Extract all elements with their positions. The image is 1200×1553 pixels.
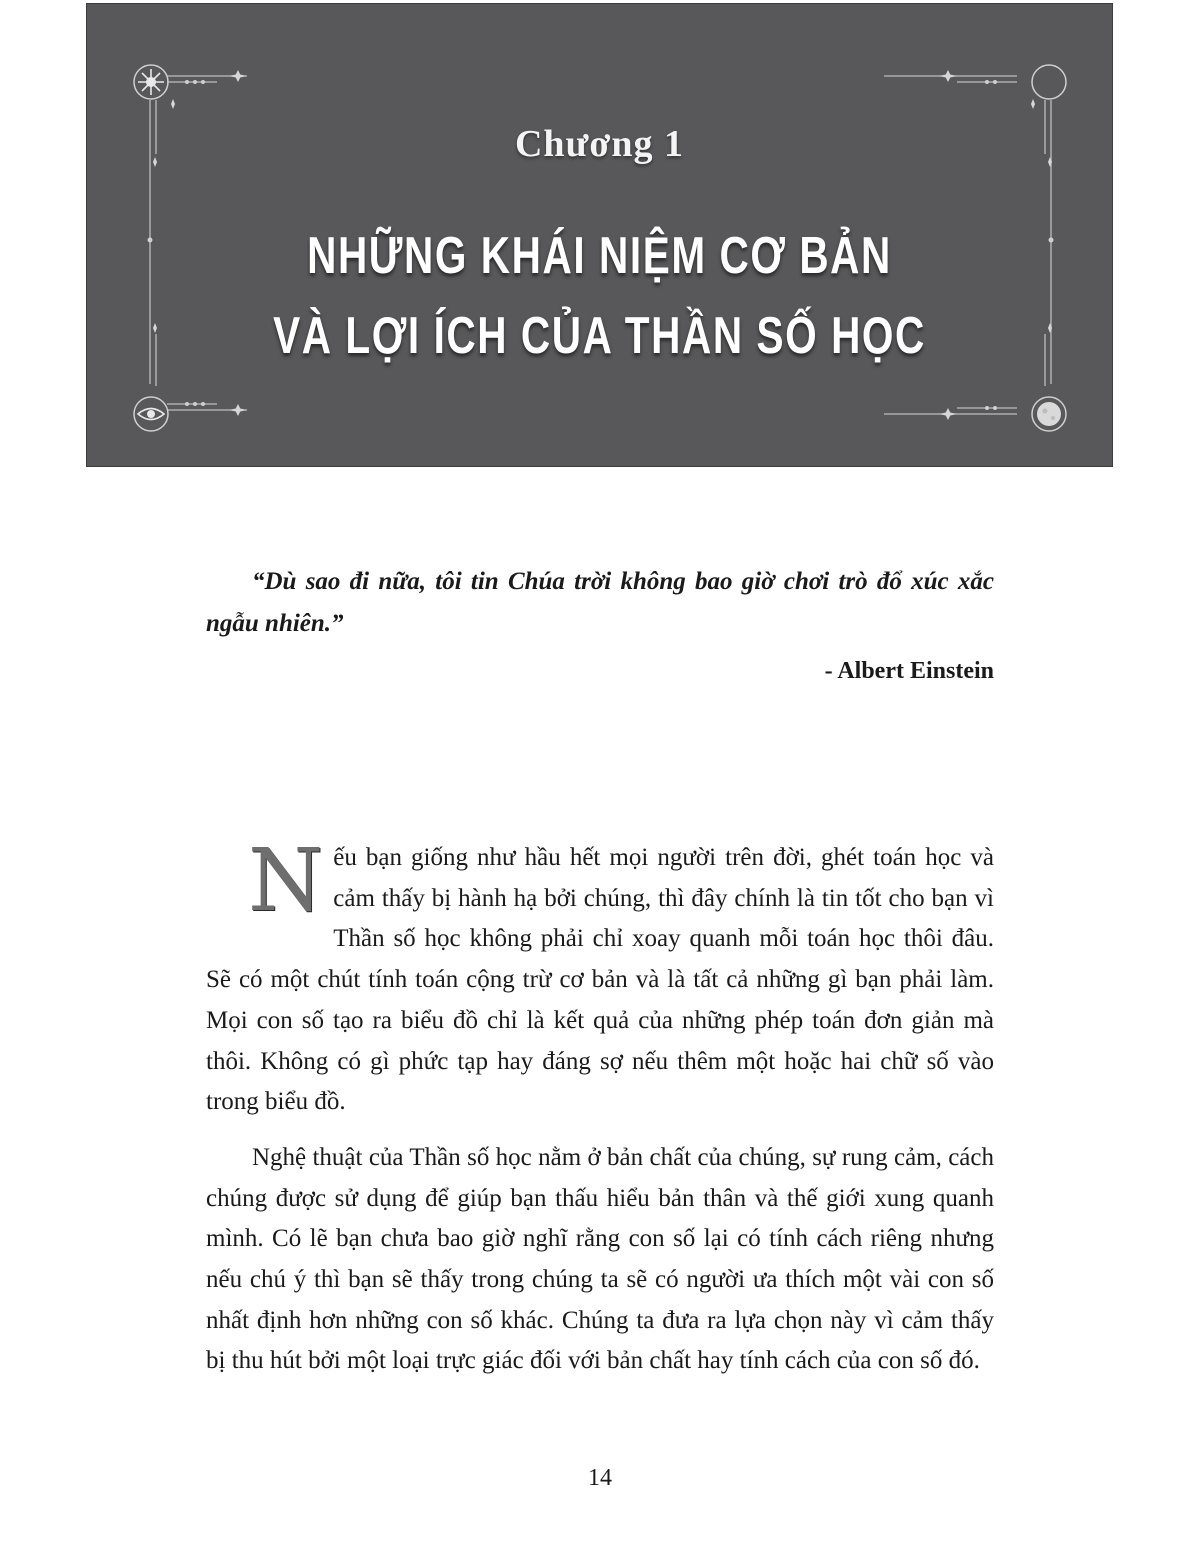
- paragraph-1-text: ếu bạn giống như hầu hết mọi người trên đời, ghét toán học và cảm thấy bị hành hạ bởi chúng, thì đây chính là tin tốt cho bạn vì Thần số học không phải chỉ xoay quanh mỗi toán học thôi đâu. Sẽ có một chút tính toán cộng trừ cơ bản và là tất cả những gì bạn phải làm. Mọi con số tạo ra biểu đồ chỉ là kết quả của những phép toán đơn giản mà thôi. Không có gì phức tạp hay đáng sợ nếu thêm một hoặc hai chữ số vào trong biểu đồ.: [206, 844, 994, 1116]
- epigraph-quote: “Dù sao đi nữa, tôi tin Chúa trời không bao giờ chơi trò đổ xúc xắc ngẫu nhiên.”: [206, 568, 994, 637]
- eye-icon: [131, 394, 171, 434]
- chapter-title-line1: NHỮNG KHÁI NIỆM CƠ BẢN: [307, 227, 892, 285]
- drop-cap: N: [248, 831, 324, 931]
- epigraph-author: - Albert Einstein: [824, 658, 994, 684]
- chapter-banner: [86, 3, 1113, 467]
- body-text: [206, 831, 994, 1382]
- chapter-title-line2: VÀ LỢI ÍCH CỦA THẦN SỐ HỌC: [273, 307, 926, 365]
- crescent-moon-icon: [1029, 62, 1069, 102]
- paragraph-1: [206, 831, 994, 1123]
- full-moon-icon: [1029, 394, 1069, 434]
- page-number: 14: [588, 1465, 612, 1491]
- sun-icon: [131, 62, 171, 102]
- chapter-label: Chương 1: [514, 123, 685, 165]
- chapter-title: [200, 216, 1000, 376]
- paragraph-2: Nghệ thuật của Thần số học nằm ở bản chất của chúng, sự rung cảm, cách chúng được sử dụng để giúp bạn thấu hiểu bản thân và thế giới xung quanh mình. Có lẽ bạn chưa bao giờ nghĩ rằng con số lại có tính cách riêng nhưng nếu chú ý thì bạn sẽ thấy trong chúng ta sẽ có người ưa thích một vài con số nhất định hơn những con số khác. Chúng ta đưa ra lựa chọn này vì cảm thấy bị thu hút bởi một loại trực giác đối với bản chất hay tính cách của con số đó.: [206, 1143, 994, 1375]
- epigraph: [206, 561, 994, 687]
